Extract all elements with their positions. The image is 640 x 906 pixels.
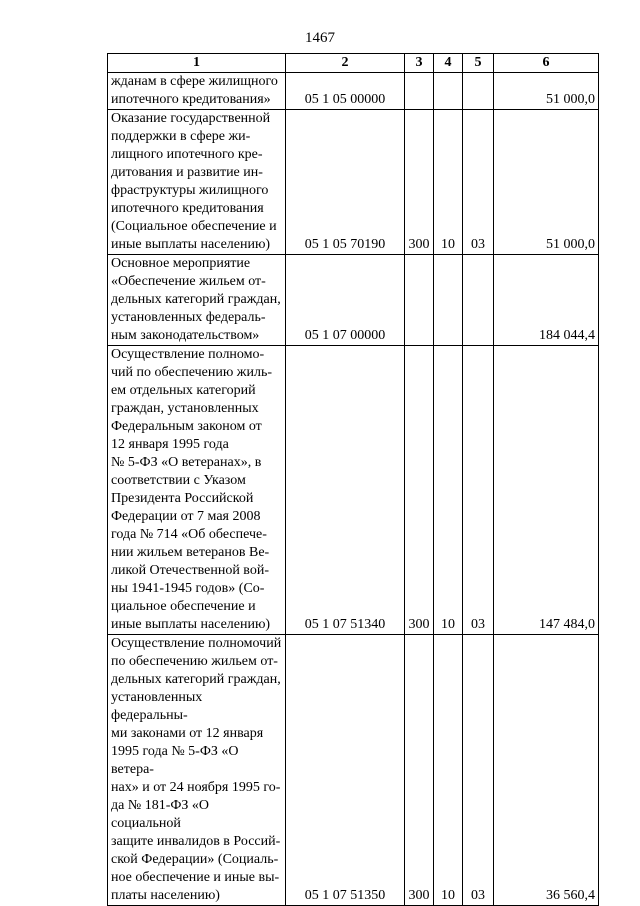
budget-table bbox=[107, 53, 599, 906]
row-description: Оказание государственной поддержки в сфере жи- лищного ипотечного кре- дитования и развитие ин- фраструктуры жилищного ипотечного кредитования (Социальное обеспечение и иные выплаты населению) bbox=[108, 110, 286, 255]
row-code: 05 1 05 70190 bbox=[286, 110, 405, 255]
page-number: 1467 bbox=[305, 30, 335, 46]
row-col-4 bbox=[434, 73, 463, 110]
row-col-4: 10 bbox=[434, 346, 463, 635]
header-col-6: 6 bbox=[494, 54, 599, 73]
table-header-row bbox=[108, 54, 599, 73]
row-col-3: 300 bbox=[405, 346, 434, 635]
row-col-5: 03 bbox=[463, 346, 494, 635]
row-description: Осуществление полномочий по обеспечению жильем от- дельных категорий граждан, установленных федеральны- ми законами от 12 января 1995 года № 5-ФЗ «О ветера- нах» и от 24 ноября 1995 го- да № 181-ФЗ «О социальной защите инвалидов в Россий- ской Федерации» (Социаль- ное обеспечение и иные вы- платы населению) bbox=[108, 635, 286, 906]
row-col-4: 10 bbox=[434, 110, 463, 255]
row-amount: 51 000,0 bbox=[494, 73, 599, 110]
row-col-3: 300 bbox=[405, 635, 434, 906]
row-amount: 147 484,0 bbox=[494, 346, 599, 635]
header-col-4: 4 bbox=[434, 54, 463, 73]
row-col-5 bbox=[463, 73, 494, 110]
row-col-3 bbox=[405, 255, 434, 346]
row-col-5: 03 bbox=[463, 110, 494, 255]
header-col-2: 2 bbox=[286, 54, 405, 73]
row-amount: 184 044,4 bbox=[494, 255, 599, 346]
header-col-5: 5 bbox=[463, 54, 494, 73]
row-col-4 bbox=[434, 255, 463, 346]
table-row bbox=[108, 110, 599, 255]
row-col-5: 03 bbox=[463, 635, 494, 906]
row-col-5 bbox=[463, 255, 494, 346]
row-col-4: 10 bbox=[434, 635, 463, 906]
header-col-3: 3 bbox=[405, 54, 434, 73]
row-amount: 36 560,4 bbox=[494, 635, 599, 906]
row-code: 05 1 07 51350 bbox=[286, 635, 405, 906]
table-row bbox=[108, 73, 599, 110]
row-description: Осуществление полномо- чий по обеспечению жиль- ем отдельных категорий граждан, установленных Федеральным законом от 12 января 1995 года № 5-ФЗ «О ветеранах», в соответствии с Указом Президента Российской Федерации от 7 мая 2008 года № 714 «Об обеспече- нии жильем ветеранов Ве- ликой Отечественной вой- ны 1941-1945 годов» (Со- циальное обеспечение и иные выплаты населению) bbox=[108, 346, 286, 635]
row-col-3: 300 bbox=[405, 110, 434, 255]
table-row bbox=[108, 635, 599, 906]
row-col-3 bbox=[405, 73, 434, 110]
header-col-1: 1 bbox=[108, 54, 286, 73]
table-row bbox=[108, 346, 599, 635]
row-description: жданам в сфере жилищного ипотечного кредитования» bbox=[108, 73, 286, 110]
row-description: Основное мероприятие «Обеспечение жильем от- дельных категорий граждан, установленных федераль- ным законодательством» bbox=[108, 255, 286, 346]
row-code: 05 1 07 51340 bbox=[286, 346, 405, 635]
row-code: 05 1 05 00000 bbox=[286, 73, 405, 110]
row-amount: 51 000,0 bbox=[494, 110, 599, 255]
row-code: 05 1 07 00000 bbox=[286, 255, 405, 346]
table-row bbox=[108, 255, 599, 346]
